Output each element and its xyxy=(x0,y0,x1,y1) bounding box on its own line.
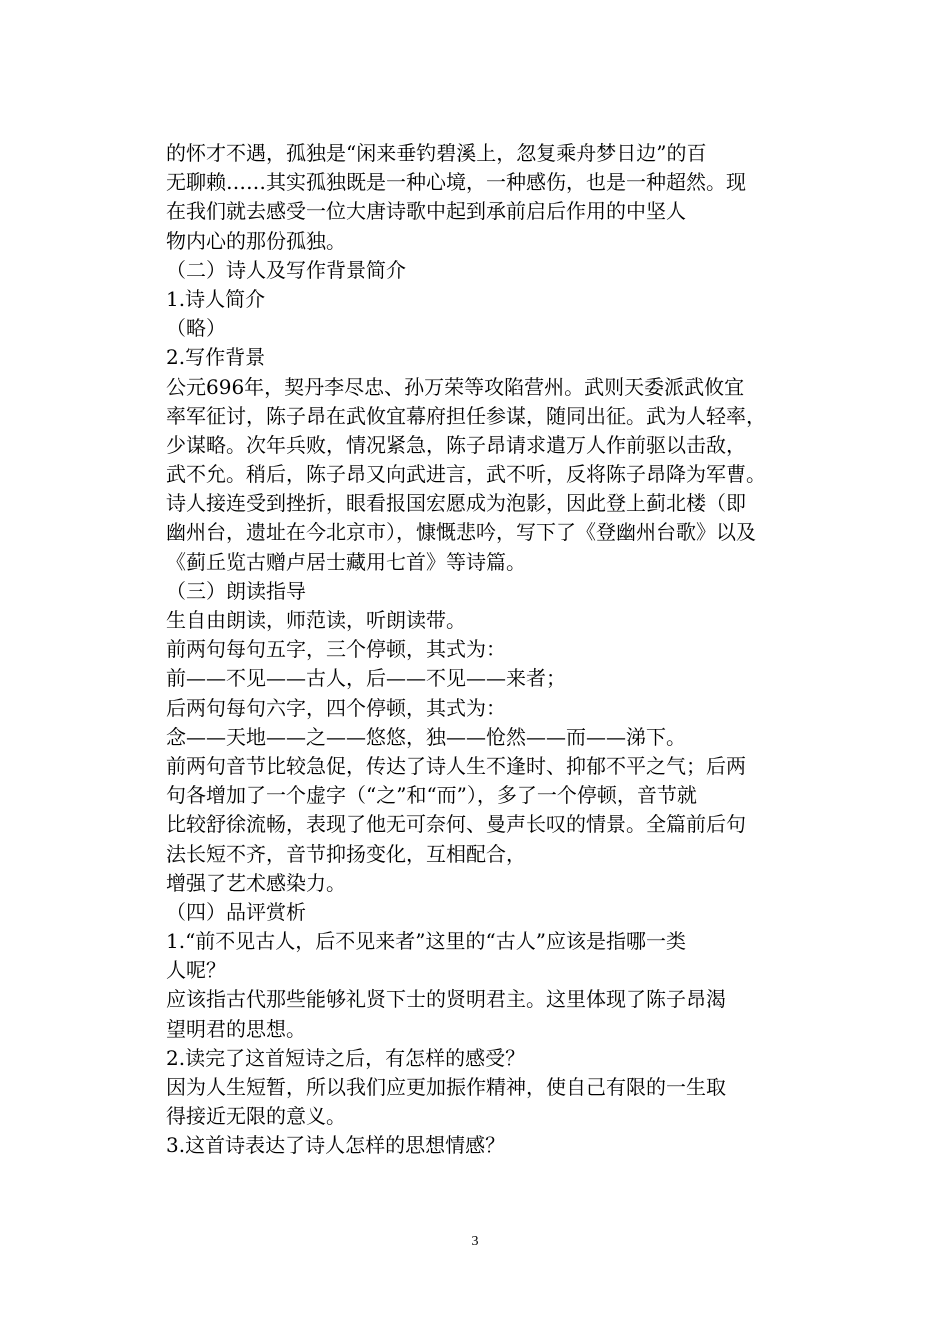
text-line: 生自由朗读，师范读，听朗读带。 xyxy=(166,608,466,632)
text-line: 念——天地——之——悠悠，独——怆然——而——涕下。 xyxy=(166,724,686,749)
section-heading: （三）朗读指导 xyxy=(166,578,306,603)
text-line: 物内心的那份孤独。 xyxy=(166,228,346,253)
text-line: 《蓟丘览古赠卢居士藏用七首》等诗篇。 xyxy=(166,549,526,574)
answer-line: 因为人生短暂，所以我们应更加振作精神，使自己有限的一生取 xyxy=(166,1075,726,1099)
text-line: 增强了艺术感染力。 xyxy=(166,870,346,895)
text-line: 少谋略。次年兵败，情况紧急，陈子昂请求遣万人作前驱以击敌， xyxy=(166,432,746,457)
question-line: 1.“前不见古人，后不见来者”这里的“古人”应该是指哪一类 xyxy=(166,929,686,954)
question-line: 人呢？ xyxy=(166,958,226,983)
text-line: 无聊赖……其实孤独既是一种心境，一种感伤，也是一种超然。现 xyxy=(166,170,746,195)
answer-line: 得接近无限的意义。 xyxy=(166,1104,346,1129)
text-line: 在我们就去感受一位大唐诗歌中起到承前启后作用的中坚人 xyxy=(166,199,686,224)
text-line: 前——不见——古人，后——不见——来者； xyxy=(166,666,566,691)
section-heading: （四）品评赏析 xyxy=(166,899,306,924)
page-number: 3 xyxy=(471,1234,479,1249)
text-line: 诗人接连受到挫折，眼看报国宏愿成为泡影，因此登上蓟北楼（即 xyxy=(166,491,746,516)
text-line: 公元696年，契丹李尽忠、孙万荣等攻陷营州。武则天委派武攸宜 xyxy=(166,374,745,399)
text-line: （略） xyxy=(166,316,226,341)
subsection-heading: 2.写作背景 xyxy=(166,345,266,370)
body-text xyxy=(166,139,792,1161)
text-line: 前两句每句五字，三个停顿，其式为： xyxy=(166,637,506,662)
text-line: 的怀才不遇，孤独是“闲来垂钓碧溪上，忽复乘舟梦日边”的百 xyxy=(166,141,707,165)
text-line: 武不允。稍后，陈子昂又向武进言，武不听，反将陈子昂降为军曹。 xyxy=(166,462,766,487)
answer-line: 应该指古代那些能够礼贤下士的贤明君主。这里体现了陈子昂渴 xyxy=(166,987,726,1012)
text-line: 率军征讨，陈子昂在武攸宜幕府担任参谋，随同出征。武为人轻率， xyxy=(166,403,766,428)
answer-line: 望明君的思想。 xyxy=(166,1016,306,1041)
question-line: 3.这首诗表达了诗人怎样的思想情感？ xyxy=(166,1133,506,1158)
text-line: 后两句每句六字，四个停顿，其式为： xyxy=(166,695,506,720)
subsection-heading: 1.诗人简介 xyxy=(166,286,266,311)
question-line: 2.读完了这首短诗之后，有怎样的感受？ xyxy=(166,1045,526,1070)
text-line: 比较舒徐流畅，表现了他无可奈何、曼声长叹的情景。全篇前后句 xyxy=(166,812,746,837)
text-line: 法长短不齐，音节抑扬变化，互相配合， xyxy=(166,841,526,866)
section-heading: （二）诗人及写作背景简介 xyxy=(166,257,406,282)
text-line: 幽州台，遗址在今北京市），慷慨悲吟，写下了《登幽州台歌》以及 xyxy=(166,520,756,545)
text-line: 句各增加了一个虚字（“之”和“而”），多了一个停顿，音节就 xyxy=(166,783,697,808)
text-line: 前两句音节比较急促，传达了诗人生不逢时、抑郁不平之气；后两 xyxy=(166,753,746,778)
